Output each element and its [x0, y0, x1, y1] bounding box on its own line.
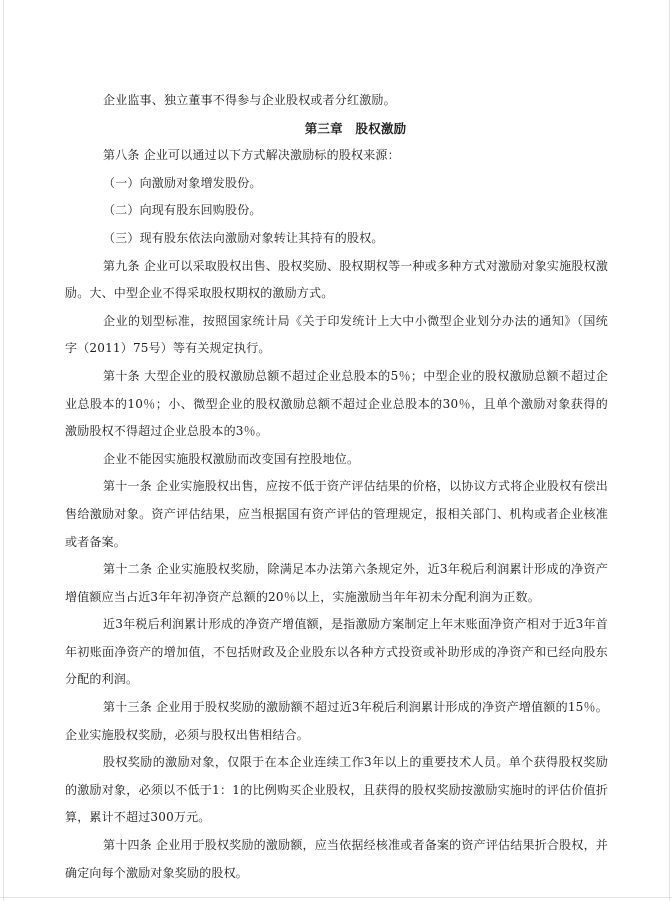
article-11: 第十一条 企业实施股权出售，应按不低于资产评估结果的价格，以协议方式将企业股权有偿出售给激励对象。资产评估结果，应当根据国有资产评估的管理规定，报相关部门、机构或者企业核准或者备案。 [65, 479, 608, 549]
article-8-item-3: （三）现有股东依法向激励对象转让其持有的股权。 [103, 230, 384, 245]
page-left-edge [3, 0, 4, 901]
page-right-edge [669, 0, 670, 901]
article-12: 第十二条 企业实施股权奖励，除满足本办法第六条规定外，近3年税后利润累计形成的净资产增值额应当占近3年年初净资产总额的20％以上，实施激励当年年初未分配利润为正数。 [65, 562, 608, 604]
paragraph-supervisor-restriction: 企业监事、独立董事不得参与企业股权或者分红激励。 [103, 93, 396, 107]
article-14: 第十四条 企业用于股权奖励的激励额，应当依据经核准或者备案的资产评估结果折合股权，并确定向每个激励对象奖励的股权。 [65, 838, 608, 880]
page-bottom-edge [0, 897, 672, 898]
article-9-classification-note: 企业的划型标准，按照国家统计局《关于印发统计上大中小微型企业划分办法的通知》（国统字（2011）75号）等有关规定执行。 [65, 313, 608, 356]
page-content [65, 87, 608, 887]
article-9: 第九条 企业可以采取股权出售、股权奖励、股权期权等一种或多种方式对激励对象实施股权激励。大、中型企业不得采取股权期权的激励方式。 [65, 258, 608, 301]
article-8: 第八条 企业可以通过以下方式解决激励标的股权来源： [103, 148, 400, 163]
chapter-heading: 第三章 股权激励 [304, 120, 407, 136]
article-12-definition-note: 近3年税后利润累计形成的净资产增值额，是指激励方案制定上年末账面净资产相对于近3年首年初账面净资产的增加值，不包括财政及企业股东以各种方式投资或补助形成的净资产和已经向股东分配的利润。 [65, 617, 608, 687]
article-8-item-1: （一）向激励对象增发股份。 [103, 175, 262, 190]
article-8-item-2: （二）向现有股东回购股份。 [103, 203, 262, 218]
article-13-eligibility-note: 股权奖励的激励对象，仅限于在本企业连续工作3年以上的重要技术人员。单个获得股权奖励的激励对象，必须以不低于1：1的比例购买企业股权，且获得的股权奖励按激励实施时的评估价值折算，累计不超过300万元。 [65, 755, 608, 825]
article-13: 第十三条 企业用于股权奖励的激励额不超过近3年税后利润累计形成的净资产增值额的15％。企业实施股权奖励，必须与股权出售相结合。 [65, 700, 608, 742]
article-10: 第十条 大型企业的股权激励总额不超过企业总股本的5％；中型企业的股权激励总额不超过企业总股本的10％；小、微型企业的股权激励总额不超过企业总股本的30％，且单个激励对象获得的激励股权不得超过企业总股本的3％。 [65, 368, 608, 439]
article-10-state-control-note: 企业不能因实施股权激励而改变国有控股地位。 [103, 451, 360, 466]
